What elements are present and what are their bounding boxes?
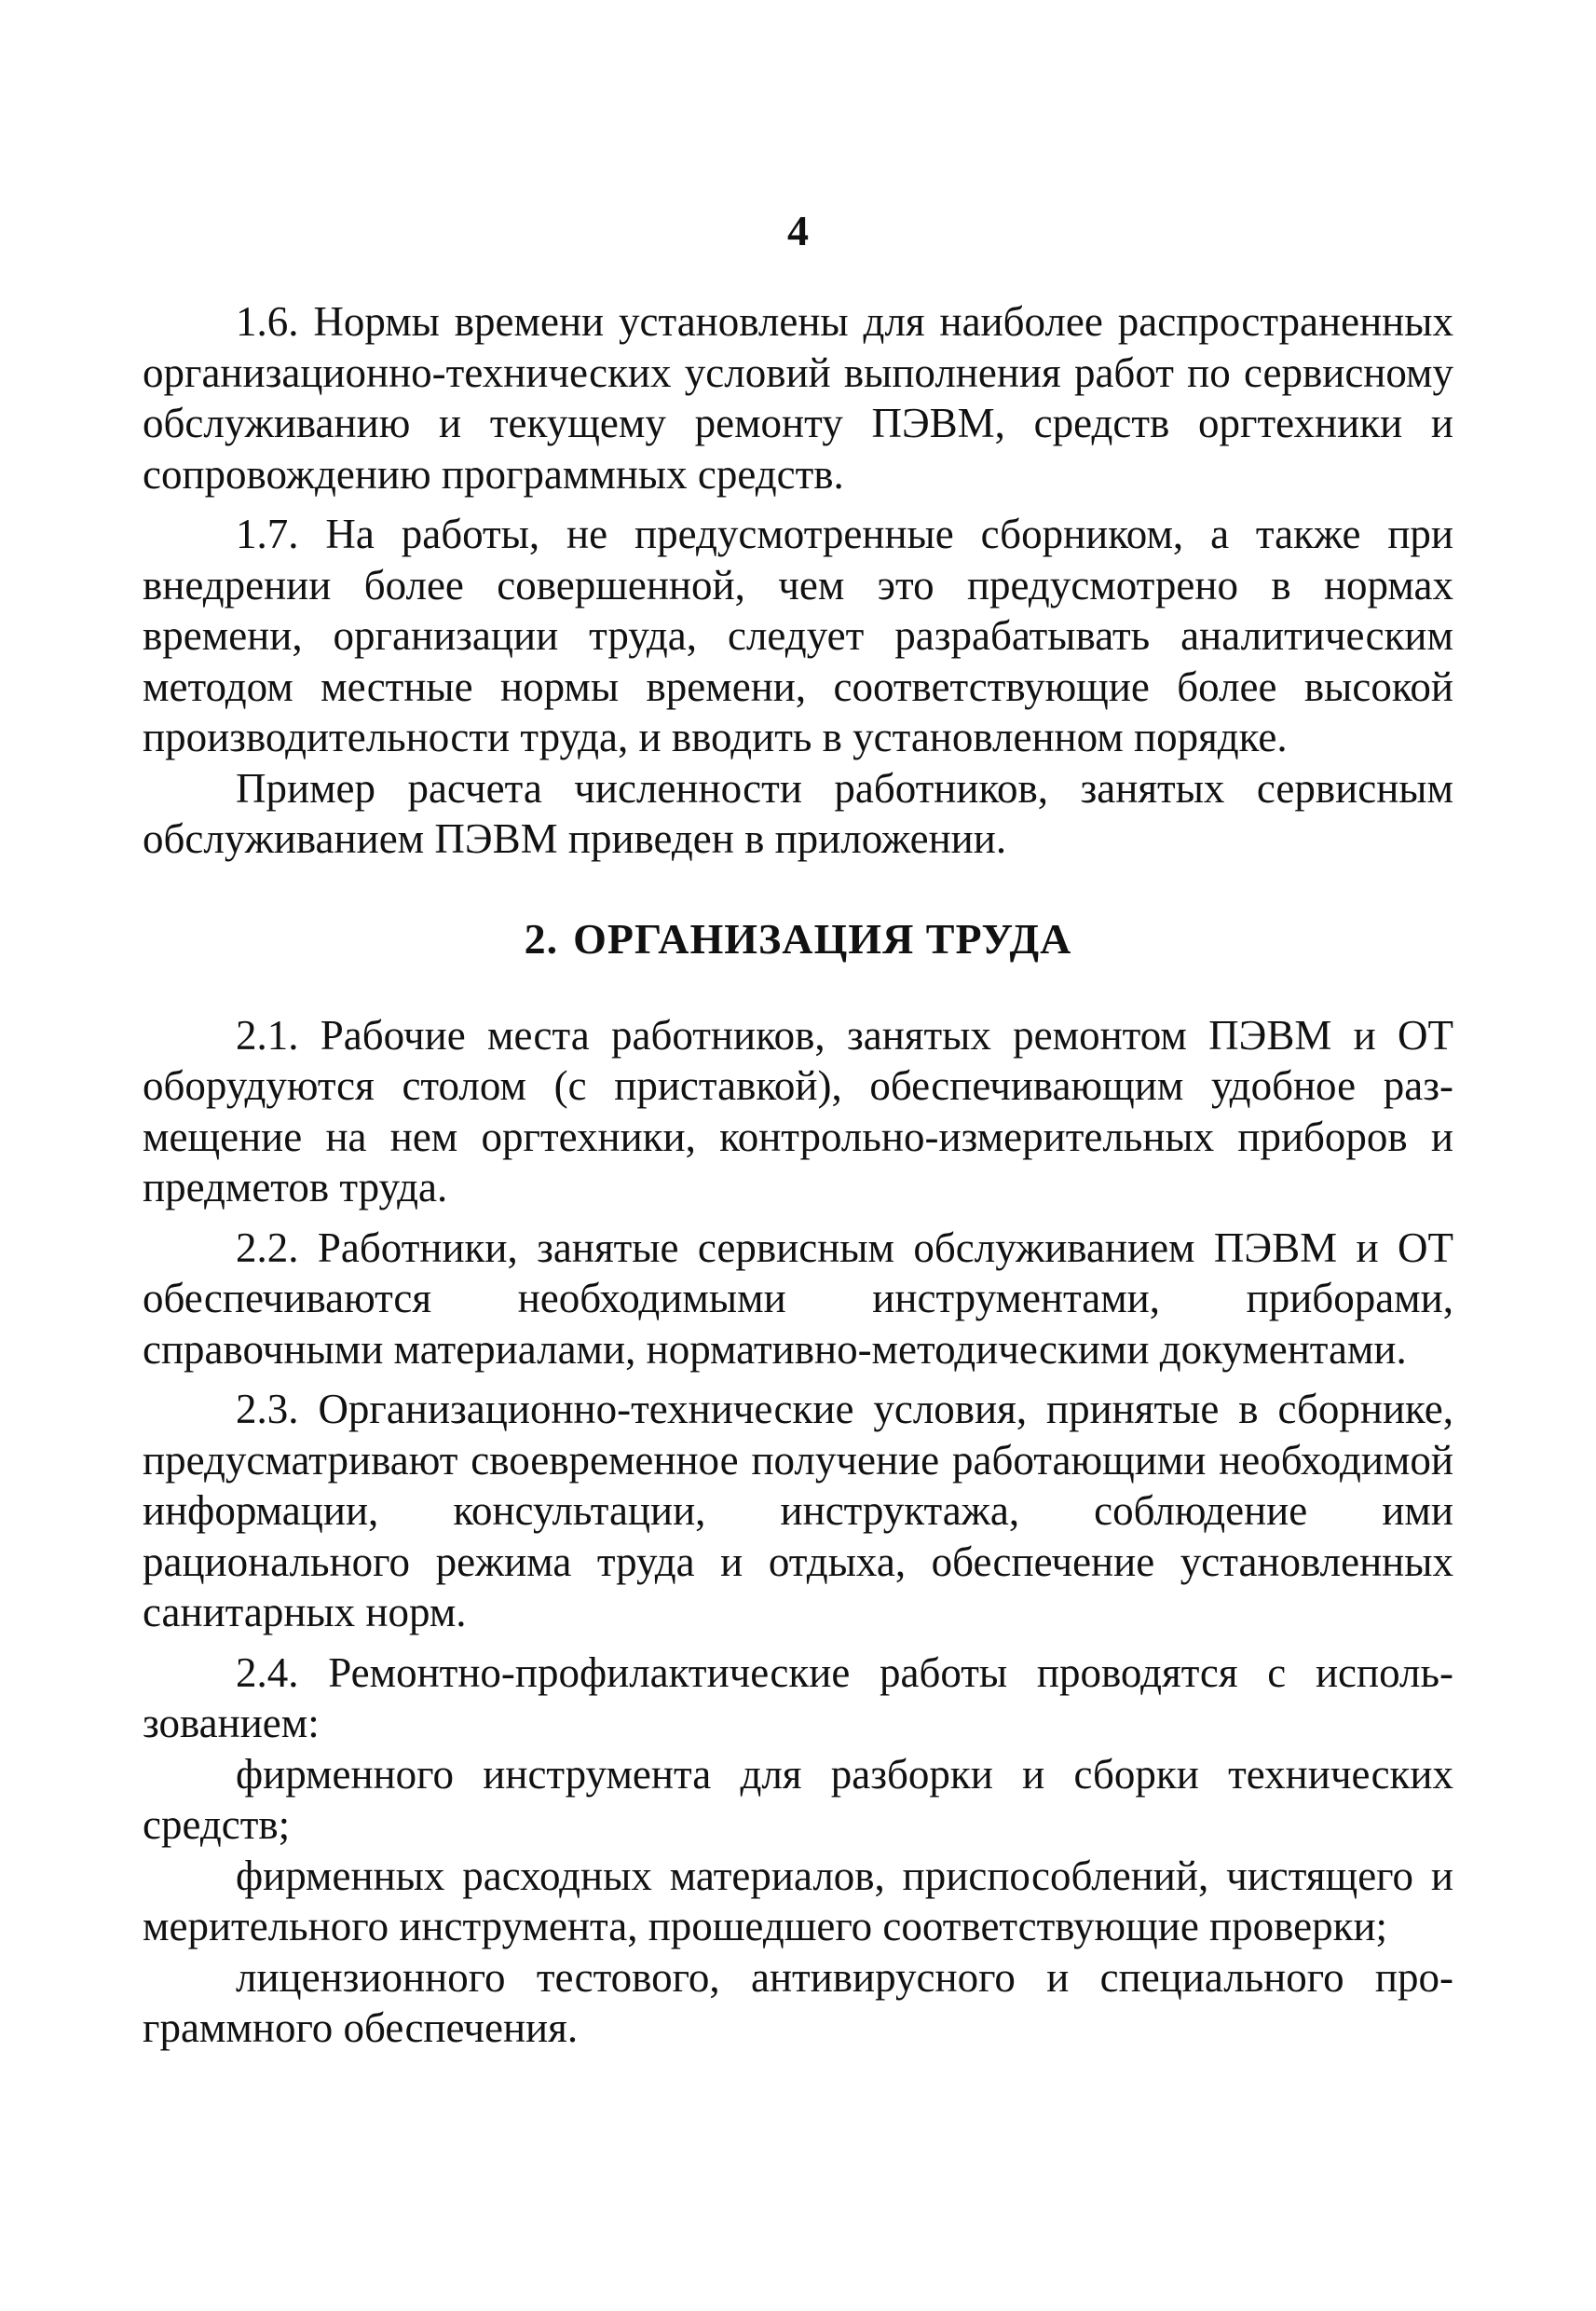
section-heading: [143, 913, 1453, 965]
paragraph-1-7: 1.7. На работы, не предусмотренные сборником, а также при внедрении более совершенной, чем это предусмотрено в нормах времени, организации труда, следует разрабатывать аналитическим методом местные нормы времени, соответствующие более высокой производительности труда, и вводить в установленном порядке.: [143, 511, 1453, 760]
page-content: [143, 296, 1453, 2054]
paragraph-example: Пример расчета численности работников, занятых сервисным обслуживанием ПЭВМ приведен в приложении.: [143, 764, 1453, 862]
section-title: ОРГАНИЗАЦИЯ ТРУДА: [573, 914, 1072, 963]
page-number: 4: [787, 207, 809, 254]
list-item: лицензионного тестового, антивирусного и специального программного обеспечения.: [143, 1953, 1453, 2051]
paragraph-2-4: 2.4. Ремонтно-профилактические работы проводятся с использованием:: [143, 1648, 1453, 1746]
paragraph-2-3: 2.3. Организационно-технические условия, принятые в сборнике, предусматривают своевременное получение работающими необходимой информации, консультации, инструктажа, соблюдение ими рационального режима труда и отдыха, обеспечение установленных санитарных норм.: [143, 1386, 1453, 1635]
paragraph-1-6: 1.6. Нормы времени установлены для наиболее распространенных организационно-технических условий выполнения работ по сервисному обслуживанию и текущему ремонту ПЭВМ, средств оргтехники и сопровождению программных средств.: [143, 298, 1453, 498]
paragraph-2-2: 2.2. Работники, занятые сервисным обслуживанием ПЭВМ и ОТ обеспечиваются необходимыми инструментами, приборами, справочными материалами, нормативно-методическими документами.: [143, 1224, 1453, 1373]
paragraph-2-1: 2.1. Рабочие места работников, занятых ремонтом ПЭВМ и ОТ оборудуются столом (с приставкой), обеспечивающим удобное размещение на нем оргтехники, контрольно-измерительных приборов и предметов труда.: [143, 1011, 1453, 1210]
section-number: 2.: [524, 914, 559, 963]
list-item: фирменного инструмента для разборки и сборки технических средств;: [143, 1750, 1453, 1848]
list-item: фирменных расходных материалов, приспособлений, чистящего и мерительного инструмента, прошедшего соответствующие проверки;: [143, 1852, 1453, 1949]
